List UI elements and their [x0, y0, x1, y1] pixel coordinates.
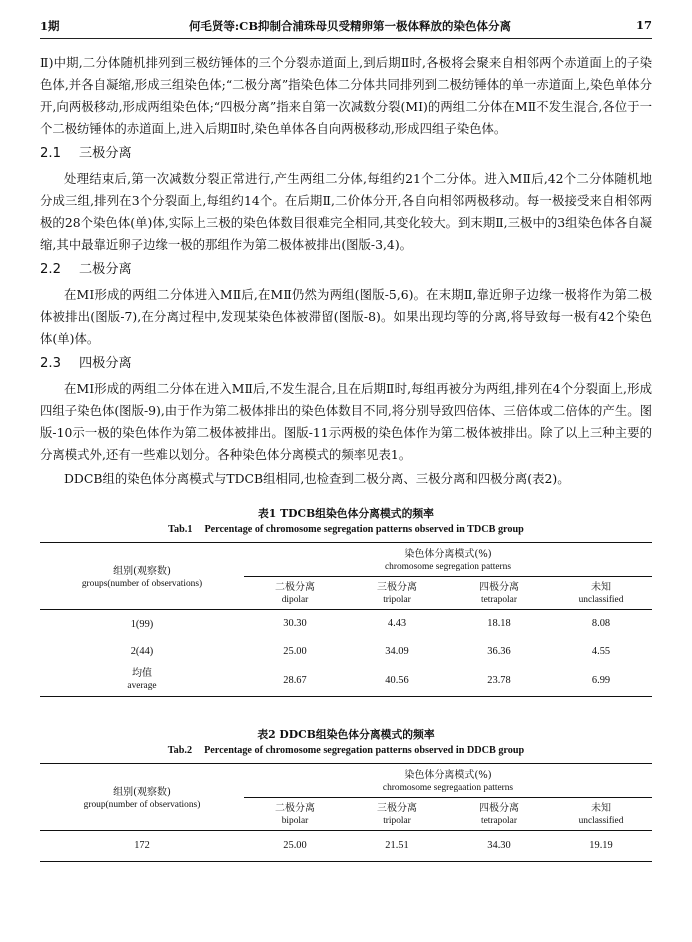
section-number: 2.3 — [40, 356, 61, 371]
cell-value: 21.51 — [385, 840, 409, 851]
pattern-header-cn: 染色体分离模式(%) — [404, 549, 492, 560]
column-header-cn: 二极分离 — [275, 803, 315, 814]
table-1-caption-en — [40, 522, 652, 538]
section-number: 2.1 — [40, 146, 61, 161]
group-header-en: group(number of observations) — [83, 799, 201, 810]
page-number: 17 — [635, 18, 652, 32]
column-header — [448, 577, 550, 610]
table-1 — [40, 542, 652, 697]
cell-value: 36.36 — [487, 645, 511, 657]
cell-value: 25.00 — [283, 840, 307, 851]
table-1-pattern-header — [244, 543, 652, 577]
section-heading-2-2 — [40, 258, 652, 282]
column-header-en: tetrapolar — [481, 816, 517, 826]
table-2-pattern-header — [244, 764, 652, 798]
group-header-cn: 组别(观察数) — [113, 565, 171, 577]
column-header — [346, 577, 448, 610]
pattern-header-en: chromosome segregaation patterns — [382, 783, 514, 793]
column-header-cn: 三极分离 — [377, 582, 417, 593]
section-title: 三极分离 — [78, 146, 132, 161]
table-2-label: Tab.2 — [167, 745, 193, 756]
column-header-en: tetrapolar — [481, 595, 517, 605]
column-header-cn: 二极分离 — [275, 582, 315, 593]
column-header — [244, 577, 346, 610]
table-2-caption-cn: 表2 DDCB组染色体分离模式的频率 — [257, 728, 435, 741]
row-group — [40, 665, 244, 697]
table-row — [40, 831, 652, 862]
table-1-block — [40, 506, 652, 697]
column-header — [550, 577, 652, 610]
column-header-cn: 未知 — [591, 803, 611, 814]
cell-value: 8.08 — [591, 618, 611, 629]
cell-value: 23.78 — [487, 674, 511, 686]
section-heading-2-3 — [40, 352, 652, 376]
column-header-en: bipolar — [281, 816, 309, 826]
article-body — [40, 52, 652, 862]
cell-value: 34.09 — [385, 645, 409, 657]
cell-value: 25.00 — [283, 645, 307, 657]
column-header-en: tripolar — [383, 816, 411, 826]
row-group: 1(99) — [130, 619, 154, 630]
column-header-en: tripolar — [383, 595, 411, 605]
table-row — [40, 610, 652, 639]
column-header-cn: 未知 — [591, 582, 611, 593]
column-header-en: unclassified — [578, 595, 624, 605]
table-2-group-header — [40, 764, 244, 831]
table-1-group-header — [40, 543, 244, 610]
column-header-cn: 三极分离 — [377, 803, 417, 814]
column-header-en: dipolar — [281, 595, 309, 605]
intro-paragraph: Ⅱ)中期,二分体随机排列到三极纺锤体的三个分裂赤道面上,到后期Ⅱ时,各极将会聚来自相邻两个赤道面上的子染色体,并各自凝缩,形成三组染色体;“二极分离”指染色体二分体共同排列到二极纺锤体的单一赤道面上,染色单体分开,向两极移动,形成两组染色体;“四极分离”指来自第一次减数分裂(MⅠ)的两组二分体在MⅡ不发生混合,各位于一个二极纺锤体的赤道面上,进入后期Ⅱ时,染色单体各自向两极移动,形成四组子染色体。 — [40, 55, 652, 136]
table-row-average — [40, 665, 652, 697]
table-2 — [40, 763, 652, 862]
table-2-caption-text: Percentage of chromosome segregation patterns observed in DDCB group — [204, 745, 525, 756]
average-label-en: average — [127, 681, 157, 691]
average-label-cn: 均值 — [132, 668, 152, 679]
row-group: 172 — [134, 840, 150, 851]
row-group: 2(44) — [130, 646, 154, 657]
column-header — [346, 798, 448, 831]
column-header — [448, 798, 550, 831]
table-1-caption-text: Percentage of chromosome segregation patterns observed in TDCB group — [204, 524, 524, 535]
group-header-en: groups(number of observations) — [81, 578, 203, 589]
section-paragraph-2-1: 处理结束后,第一次减数分裂正常进行,产生两组二分体,每组约21个二分体。进入MⅡ后,42个二分体随机地分成三组,排列在3个分裂面上,每组约14个。在后期Ⅱ,二价体分开,各自向相邻两极移动。每一极接受来自相邻两极的28个染色体(单)体,实际上三极的染色体数目很难完全相同,其变化较大。到末期Ⅱ,三极中的3组染色体各自凝缩,其中最靠近卵子边缘一极的那组作为第二极体被排出(图版-3,4)。 — [40, 171, 652, 252]
header-rule — [40, 38, 652, 39]
cell-value: 4.55 — [591, 645, 611, 657]
cell-value: 6.99 — [591, 674, 611, 686]
column-header-cn: 四极分离 — [479, 582, 519, 593]
table-1-caption-cn: 表1 TDCB组染色体分离模式的频率 — [258, 507, 434, 520]
table-2-caption-en — [40, 743, 652, 759]
column-header-cn: 四极分离 — [479, 803, 519, 814]
cell-value: 40.56 — [385, 674, 409, 686]
cell-value: 18.18 — [487, 618, 511, 629]
column-header — [244, 798, 346, 831]
group-header-cn: 组别(观察数) — [113, 786, 171, 798]
section-number: 2.2 — [40, 262, 61, 277]
table-row — [40, 638, 652, 665]
cell-value: 28.67 — [283, 674, 307, 686]
pattern-header-en: chromosome segregation patterns — [384, 562, 511, 572]
cell-value: 30.30 — [283, 618, 307, 629]
closing-paragraph: DDCB组的染色体分离模式与TDCB组相同,也检查到二极分离、三极分离和四极分离(表2)。 — [64, 471, 570, 486]
section-title: 四极分离 — [78, 356, 132, 371]
cell-value: 19.19 — [589, 840, 613, 851]
column-header-en: unclassified — [578, 816, 624, 826]
section-title: 二极分离 — [78, 262, 132, 277]
issue-number: 1期 — [40, 19, 60, 33]
cell-value: 4.43 — [387, 618, 407, 629]
column-header — [550, 798, 652, 831]
section-paragraph-2-3: 在MⅠ形成的两组二分体在进入MⅡ后,不发生混合,且在后期Ⅱ时,每组再被分为两组,排列在4个分裂面上,形成四组子染色体(图版-9),由于作为第二极体排出的染色体数目不同,将分别导致四倍体、三倍体或二倍体的产生。图版-10示一极的染色体作为第二极体被排出。图版-11示两极的染色体作为第二极体被排出。除了以上三种主要的分离模式外,还有一些难以划分。各种染色体分离模式的频率见表1。 — [40, 381, 652, 462]
section-paragraph-2-2: 在MⅠ形成的两组二分体进入MⅡ后,在MⅡ仍然为两组(图版-5,6)。在末期Ⅱ,靠近卵子边缘一极将作为第二极体被排出(图版-7),在分离过程中,发现某染色体被滞留(图版-8)。如果出现均等的分离,将导致每一极有42个染色体(单)体。 — [40, 287, 652, 346]
running-title: 何毛贤等:CB抑制合浦珠母贝受精卵第一极体释放的染色体分离 — [188, 19, 512, 33]
table-2-block — [40, 727, 652, 862]
pattern-header-cn: 染色体分离模式(%) — [404, 770, 492, 781]
table-1-label: Tab.1 — [168, 524, 193, 535]
section-heading-2-1 — [40, 142, 652, 166]
cell-value: 34.30 — [487, 840, 511, 851]
